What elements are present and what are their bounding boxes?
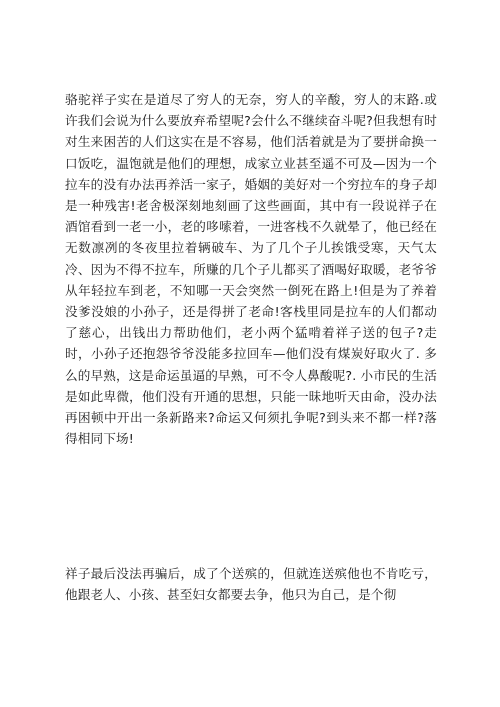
body-paragraph: 骆驼祥子实在是道尽了穷人的无奈，穷人的辛酸，穷人的末路.或许我们会说为什么要放弃希望呢?会什么不继续奋斗呢?但我想有时对生来困苦的人们这实在是不容易，他们活着就是为了要拼命换一口饭吃，温饱就是他们的理想，成家立业甚至遥不可及—因为一个拉车的没有办法再养活一家子，婚姻的美好对一个穷拉车的身子却是一种残害!老舍极深刻地刻画了这些画面，其中有一段说祥子在酒馆看到一老一小，老的哆嗦着，一进客栈不久就晕了，他已经在无数凛冽的冬夜里拉着辆破车、为了几个子儿挨饿受寒，天气太冷、因为不得不拉车，所赚的几个子儿都买了酒喝好取暖，老爷爷从年轻拉车到老，不知哪一天会突然一倒死在路上!但是为了养着没爹没娘的小孙子，还是得拼了老命!客栈里同是拉车的人们都动了慈心，出钱出力帮助他们，老小两个猛啃着祥子送的包子?走时，小孙子还抱怨爷爷没能多拉回车—他们没有煤炭好取火了. 多么的早熟，这是命运虽逼的早熟，可不令人鼻酸呢?. 小市民的生活是如此卑微，他们没有开通的思想，只能一昧地听天由命，没办法再困顿中开出一条新路来?命运又何须扎争呢?到头来不都一样?落得相同下场! [65, 92, 437, 447]
body-paragraph: 祥子最后没法再骗后，成了个送殡的，但就连送殡他也不肯吃亏，他跟老人、小孩、甚至妇女都要去争，他只为自己，是个彻 [65, 566, 437, 603]
